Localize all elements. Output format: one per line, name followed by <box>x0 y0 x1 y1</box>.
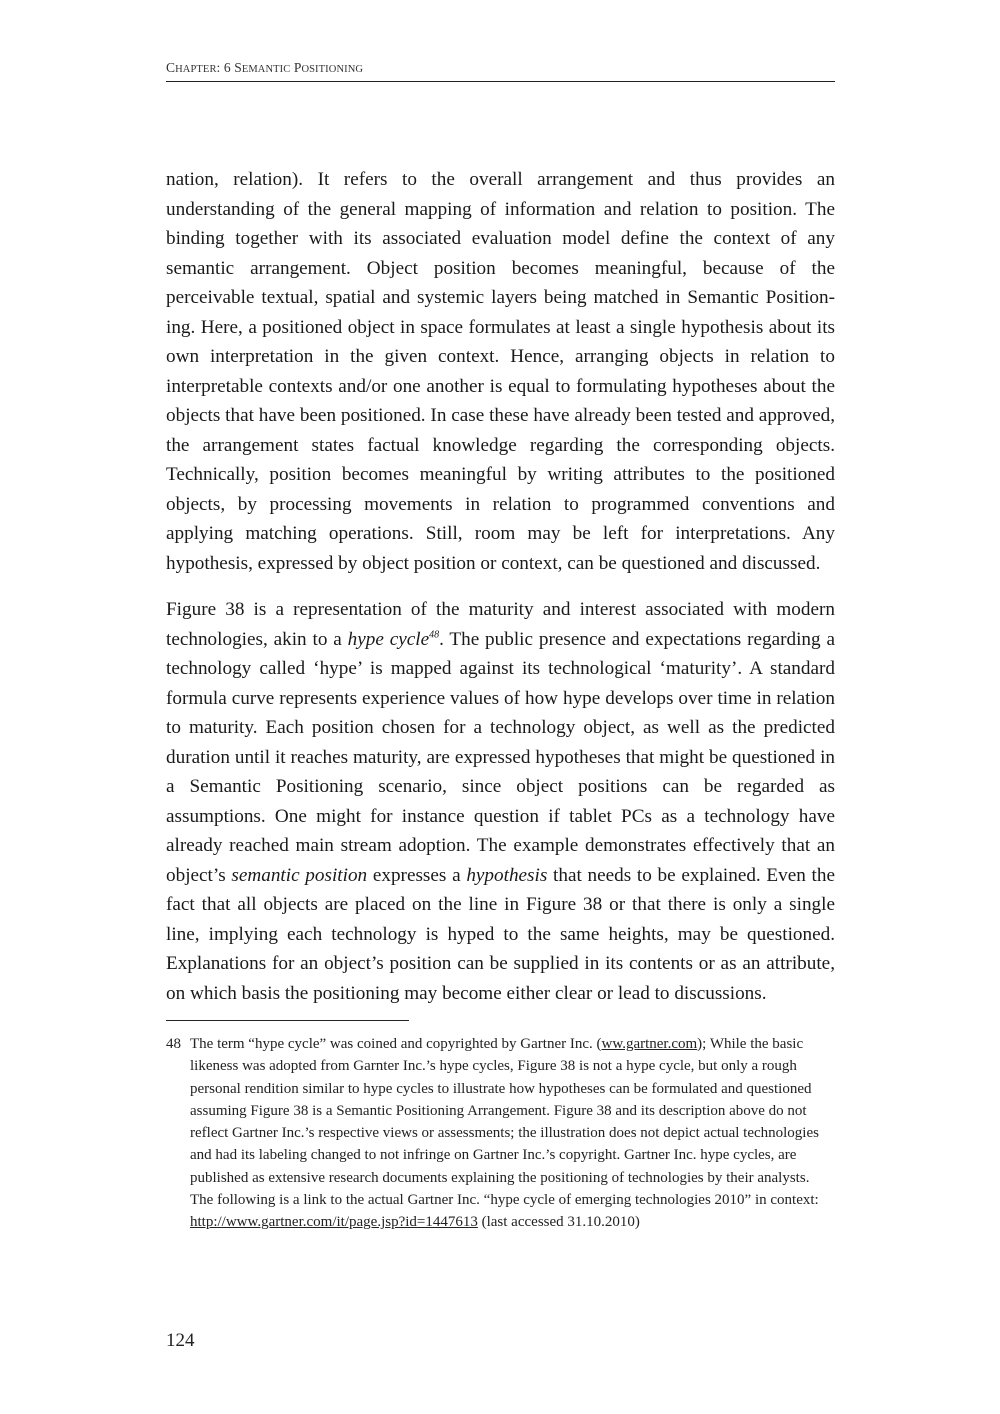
paragraph-1: nation, relation). It refers to the overall arrangement and thus provides an understanding of the general mapping of information and relation to position. The binding together with its associated evaluation model define the context of any semantic arrangement. Object position becomes meaningful, because of the perceivable textual, spatial and systemic layers being matched in Semantic Positioning. Here, a positioned object in space formulates at least a single hypothesis about its own interpretation in the given context. Hence, arranging objects in relation to interpretable contexts and/or one another is equal to formulating hypotheses about the objects that have been positioned. In case these have already been tested and approved, the arrangement states factual knowledge regarding the corresponding objects. Technically, position becomes meaningful by writing attributes to the positioned objects, by processing movements in relation to programmed conventions and applying matching operations. Still, room may be left for interpretations. Any hypothesis, expressed by object position or context, can be questioned and discussed. <box>166 169 835 574</box>
hypothesis-term: hypothesis <box>466 864 548 886</box>
running-head-small-caps: OSITIONING <box>301 64 364 75</box>
running-head-cap: C <box>166 60 176 75</box>
paragraph-2-text: that needs to be explained. Even the fact that all objects are placed on the line in Figure 38 or that there is only a single line, implying each technology is hyped to the same heights, may be questioned. Explanations for an object’s position can be supplied in its contents or as an attribute, on which basis the positioning may become either clear or lead to discussions. <box>166 864 836 1004</box>
running-head-small-caps: HAPTER <box>175 64 217 75</box>
running-head-chapter-number: : 6 S <box>216 60 242 75</box>
running-head-cap: P <box>290 60 302 75</box>
footnote-text: (last accessed 31.10.2010) <box>477 1214 640 1231</box>
body-text <box>166 165 835 1008</box>
paragraph-2-text: Figure 38 is a representation of the maturity and interest associated with modern technologies, akin to a <box>166 599 835 650</box>
semantic-position-term: semantic position <box>231 864 368 886</box>
footnote-text: ); While the basic likeness was adopted from Garnter Inc.’s hype cycles, Figure 38 is not a hype cycle, but only a rough personal rendition similar to hype cycles to illustrate how hypotheses can be formulated and questioned assuming Figure 38 is a Semantic Positioning Arrangement. Figure 38 and its description above do not reflect Gartner Inc.’s respective views or assessments; the illustration does not depict actual technologies and had its labeling changed to not infringe on Gartner Inc.’s copyright. Gartner Inc. hype cycles, are published as extensive research documents explaining the positioning of technologies by their analysts. The following is a link to the actual Gartner Inc. “hype cycle of emerging technologies 2010” in context: <box>190 1036 819 1209</box>
running-head <box>166 60 835 76</box>
hype-cycle-term: hype cycle <box>347 628 430 650</box>
footnote-text: The term “hype cycle” was coined and copyrighted by Gartner Inc. ( <box>190 1036 602 1052</box>
page-number: 124 <box>166 1330 195 1351</box>
gartner-link[interactable]: ww.gartner.com <box>601 1036 698 1052</box>
footnote-rule <box>166 1020 409 1021</box>
footnote-body <box>190 1033 835 1234</box>
hype-cycle-link[interactable]: http://www.gartner.com/it/page.jsp?id=1447613 <box>190 1214 478 1231</box>
footnote-48 <box>166 1033 835 1234</box>
running-head-small-caps: EMANTIC <box>241 64 291 75</box>
paragraph-2 <box>166 595 835 1008</box>
footnote-reference[interactable]: 48 <box>429 629 440 641</box>
header-rule <box>166 81 835 82</box>
footnote-number: 48 <box>166 1036 181 1052</box>
paragraph-2-text: . The public presence and expectations regarding a technology called ‘hype’ is mapped against its technological ‘maturity’. A standard formula curve represents experience values of how hype develops over time in relation to maturity. Each position chosen for a technology object, as well as the predicted duration until it reaches maturity, are expressed hypotheses that might be questioned in a Semantic Positioning scenario, since object positions can be regarded as assumptions. One might for instance question if tablet PCs as a technology have already reached main stream adoption. The example demonstrates effectively that an object’s <box>166 628 835 886</box>
paragraph-2-text: expresses a <box>367 864 467 886</box>
